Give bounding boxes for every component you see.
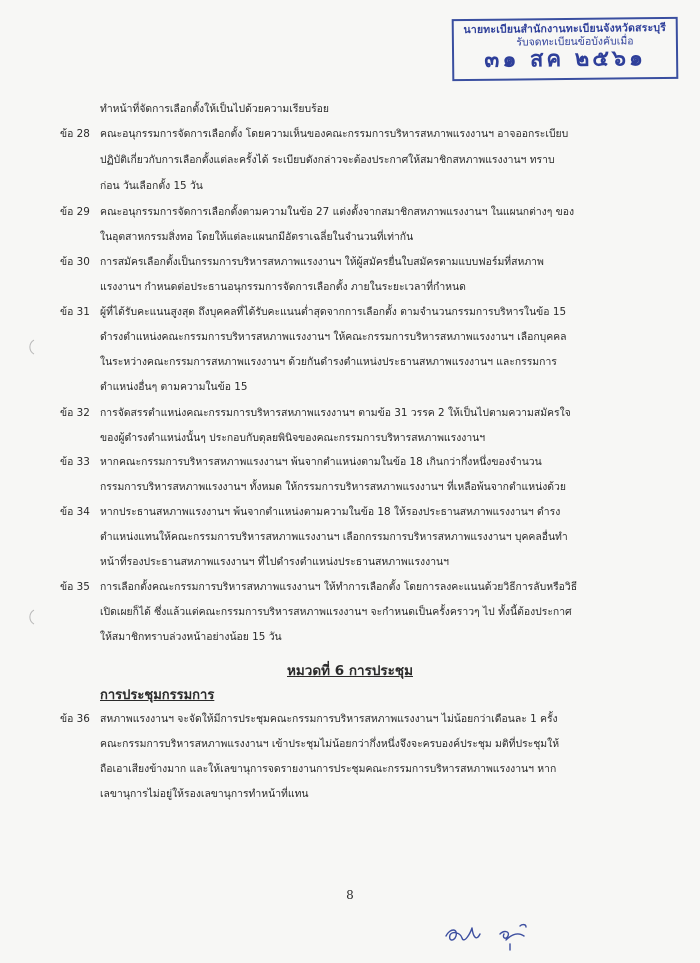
clause-31-line-3: ในระหว่างคณะกรรมการสหภาพแรงงานฯ ด้วยกันดำรงตำแหน่งประธานสหภาพแรงงานฯ และกรรมการ — [100, 356, 557, 368]
clause-31-line-4: ตำแหน่งอื่นๆ ตามความในข้อ 15 — [100, 381, 248, 393]
clause-36-line-2: คณะกรรมการบริหารสหภาพแรงงานฯ เข้าประชุมไม่น้อยกว่ากึ่งหนึ่งจึงจะครบองค์ประชุม มติที่ประชุมให้ — [100, 738, 560, 750]
clause-28-number: ข้อ 28 — [60, 128, 90, 140]
clause-32-line-2: ของผู้ดำรงตำแหน่งนั้นๆ ประกอบกับดุลยพินิจของคณะกรรมการบริหารสหภาพแรงงานฯ — [100, 432, 486, 444]
clause-34-line-2: ตำแหน่งแทนให้คณะกรรมการบริหารสหภาพแรงงานฯ เลือกกรรมการบริหารสหภาพแรงงานฯ บุคคลอื่นทำ — [100, 531, 568, 543]
page-number: 8 — [346, 888, 354, 902]
punch-hole-mark — [20, 608, 38, 626]
clause-31-line-1: ผู้ที่ได้รับคะแนนสูงสุด ถึงบุคคลที่ได้รับคะแนนต่ำสุดจากการเลือกตั้ง ตามจำนวนกรรมการบริหารในข้อ 15 — [100, 306, 567, 318]
clause-36-number: ข้อ 36 — [60, 713, 90, 725]
clause-32-line-1: การจัดสรรตำแหน่งคณะกรรมการบริหารสหภาพแรงงานฯ ตามข้อ 31 วรรค 2 ให้เป็นไปตามความสมัครใจ — [100, 407, 571, 419]
intro-line: ทำหน้าที่จัดการเลือกตั้งให้เป็นไปด้วยความเรียบร้อย — [100, 103, 329, 115]
registration-stamp — [452, 17, 679, 81]
stamp-date: ๓๑ สค ๒๕๖๑ — [484, 46, 647, 74]
clause-32-number: ข้อ 32 — [60, 407, 90, 419]
clause-33-line-1: หากคณะกรรมการบริหารสหภาพแรงงานฯ พ้นจากตำแหน่งตามในข้อ 18 เกินกว่ากึ่งหนึ่งของจำนวน — [100, 456, 542, 468]
punch-hole-mark — [20, 338, 38, 356]
clause-36-line-3: ถือเอาเสียงข้างมาก และให้เลขานุการจดรายงานการประชุมคณะกรรมการบริหารสหภาพแรงงานฯ หาก — [100, 763, 557, 775]
handwritten-signature — [440, 914, 550, 954]
clause-33-number: ข้อ 33 — [60, 456, 90, 468]
clause-35-number: ข้อ 35 — [60, 581, 90, 593]
clause-28-line-3: ก่อน วันเลือกตั้ง 15 วัน — [100, 180, 203, 192]
stamp-line-2: รับจดทะเบียนข้อบังคับเมื่อ — [516, 34, 634, 49]
clause-36-line-1: สหภาพแรงงานฯ จะจัดให้มีการประชุมคณะกรรมการบริหารสหภาพแรงงานฯ ไม่น้อยกว่าเดือนละ 1 ครั้ง — [100, 713, 558, 725]
clause-36-line-4: เลขานุการไม่อยู่ให้รองเลขานุการทำหน้าที่แทน — [100, 788, 309, 800]
clause-28-line-2: ปฏิบัติเกี่ยวกับการเลือกตั้งแต่ละครั้งได้ ระเบียบดังกล่าวจะต้องประกาศให้สมาชิกสหภาพแรงงานฯ ทราบ — [100, 154, 555, 166]
clause-30-line-1: การสมัครเลือกตั้งเป็นกรรมการบริหารสหภาพแรงงานฯ ให้ผู้สมัครยื่นใบสมัครตามแบบฟอร์มที่สหภาพ — [100, 256, 544, 268]
clause-29-number: ข้อ 29 — [60, 206, 90, 218]
clause-33-line-2: กรรมการบริหารสหภาพแรงงานฯ ทั้งหมด ให้กรรมการบริหารสหภาพแรงงานฯ ที่เหลือพ้นจากตำแหน่งด้วย — [100, 481, 566, 493]
clause-34-line-3: หน้าที่รองประธานสหภาพแรงงานฯ ที่ไปดำรงตำแหน่งประธานสหภาพแรงงานฯ — [100, 556, 449, 568]
clause-29-line-1: คณะอนุกรรมการจัดการเลือกตั้งตามความในข้อ 27 แต่งตั้งจากสมาชิกสหภาพแรงงานฯ ในแผนกต่างๆ ของ — [100, 206, 575, 218]
clause-30-number: ข้อ 30 — [60, 256, 90, 268]
clause-28-line-1: คณะอนุกรรมการจัดการเลือกตั้ง โดยความเห็นของคณะกรรมการบริหารสหภาพแรงงานฯ อาจออกระเบียบ — [100, 128, 569, 140]
clause-35-line-3: ให้สมาชิกทราบล่วงหน้าอย่างน้อย 15 วัน — [100, 631, 282, 643]
section-title — [0, 659, 700, 681]
clause-30-line-2: แรงงานฯ กำหนดต่อประธานอนุกรรมการจัดการเลือกตั้ง ภายในระยะเวลาที่กำหนด — [100, 281, 466, 293]
stamp-line-1: นายทะเบียนสำนักงานทะเบียนจังหวัดสระบุรี — [463, 21, 667, 37]
clause-35-line-2: เปิดเผยก็ได้ ซึ่งแล้วแต่คณะกรรมการบริหารสหภาพแรงงานฯ จะกำหนดเป็นครั้งคราวๆ ไป ทั้งนี้ต้องประกาศ — [100, 606, 572, 618]
clause-29-line-2: ในอุตสาหกรรมสิ่งทอ โดยให้แต่ละแผนกมีอัตราเฉลี่ยในจำนวนที่เท่ากัน — [100, 231, 414, 243]
sub-title: การประชุมกรรมการ — [100, 688, 215, 703]
clause-31-line-2: ดำรงตำแหน่งคณะกรรมการบริหารสหภาพแรงงานฯ ให้คณะกรรมการบริหารสหภาพแรงงานฯ เลือกบุคคล — [100, 331, 567, 343]
clause-34-number: ข้อ 34 — [60, 506, 90, 518]
clause-35-line-1: การเลือกตั้งคณะกรรมการบริหารสหภาพแรงงานฯ ให้ทำการเลือกตั้ง โดยการลงคะแนนด้วยวิธีการลับหรือวิธี — [100, 581, 578, 593]
section-title-text: หมวดที่ 6 การประชุม — [287, 663, 413, 679]
clause-31-number: ข้อ 31 — [60, 306, 90, 318]
clause-34-line-1: หากประธานสหภาพแรงงานฯ พ้นจากตำแหน่งตามความในข้อ 18 ให้รองประธานสหภาพแรงงานฯ ดำรง — [100, 506, 561, 518]
